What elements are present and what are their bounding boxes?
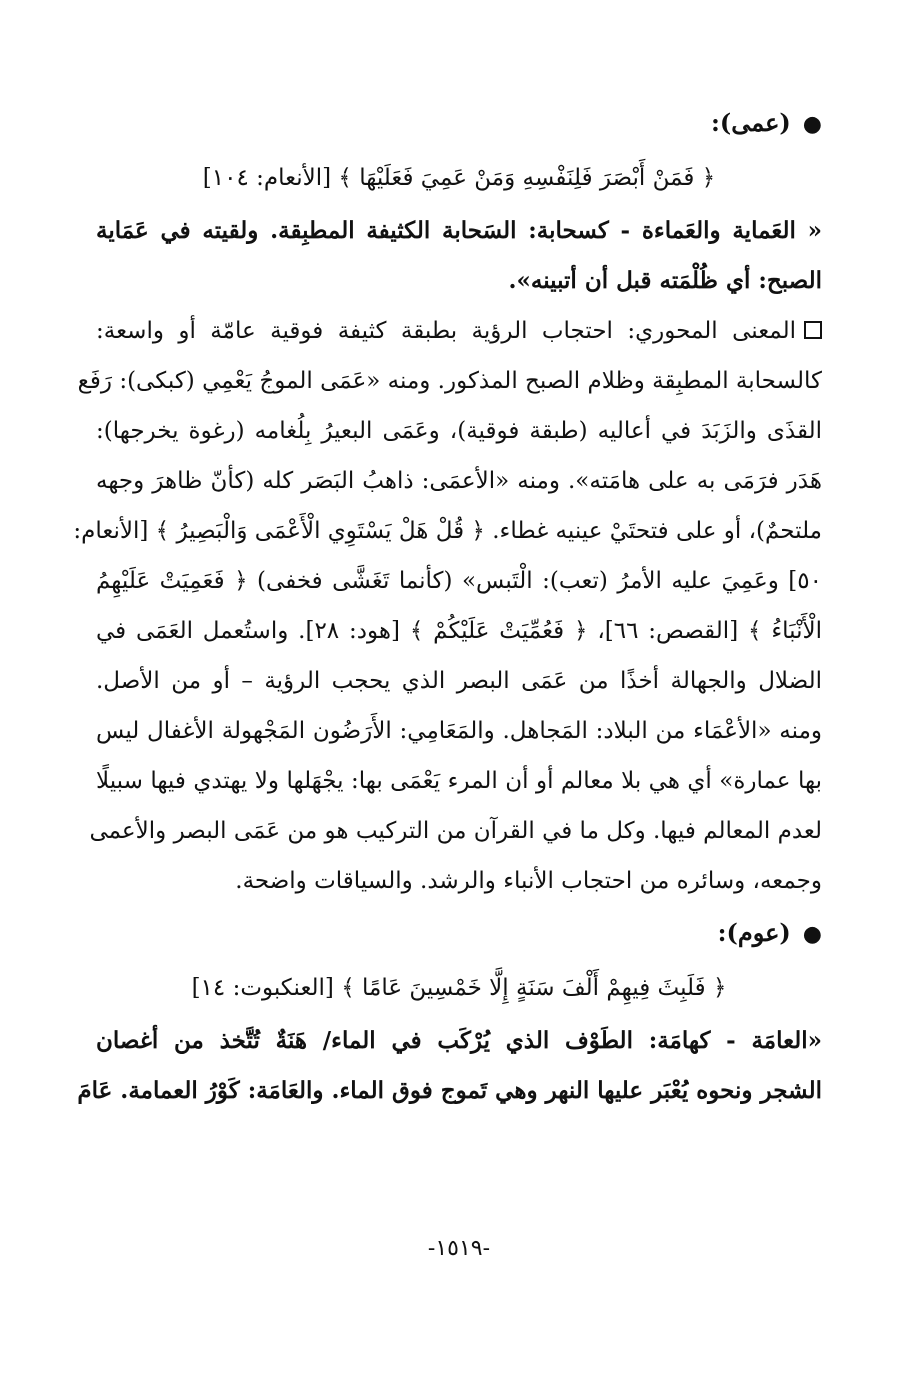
entry-heading-amy — [96, 96, 822, 150]
body-line: كالسحابة المطبِقة وظلام الصبح المذكور. ومنه «عَمَى الموجُ يَعْمِي (كبكى): رَفَع — [77, 368, 822, 394]
entry-heading-text: (عوم): — [717, 918, 791, 947]
entry-heading-awm — [96, 906, 822, 960]
body-line: ٥٠] وعَمِيَ عليه الأمرُ (تعب): الْتَبس» (كأنما تَغَشَّى فخفى) ﴿ فَعَمِيَتْ عَلَيْهِمُ — [96, 568, 822, 594]
definition-line: الشجر ونحوه يُعْبَر عليها النهر وهي تَموج فوق الماء. والعَامَة: كَوْرُ العمامة. عَامَ — [77, 1077, 822, 1104]
body-line: ومنه «الأعْمَاء من البلاد: المَجاهل. والمَعَامِي: الأَرَضُون المَجْهولة الأغفال ليس — [96, 718, 822, 744]
definition-line: الصبح: أي ظُلْمَته قبل أن أتبينه». — [508, 267, 822, 294]
body-line: بها عمارة» أي هي بلا معالم أو أن المرء يَعْمَى بها: يجْهَلها ولا يهتدي فيها سبيلًا — [96, 768, 822, 794]
page-number: -١٥١٩- — [427, 1236, 491, 1261]
body-line: لعدم المعالم فيها. وكل ما في القرآن من التركيب هو من عَمَى البصر والأعمى — [89, 818, 822, 844]
bullet-icon: ● — [802, 111, 822, 137]
body-line: وجمعه، وسائره من احتجاب الأنباء والرشد. والسياقات واضحة. — [235, 868, 822, 894]
body-line: الْأَنْبَاءُ ﴾ [القصص: ٦٦]، ﴿ فَعُمِّيَتْ عَلَيْكُمْ ﴾ [هود: ٢٨]. واستُعمل العَمَى في — [96, 618, 822, 644]
body-line: هَدَر فرَمَى به على هامَته». ومنه «الأعمَى: ذاهبُ البَصَر كله (كأنّ ظاهرَ وجهه — [96, 468, 822, 494]
bullet-icon: ● — [802, 921, 822, 947]
core-meaning-text: المعنى المحوري: احتجاب الرؤية بطبقة كثيفة فوقية عامّة أو واسعة: — [96, 318, 796, 344]
body-line: القذَى والزَبَدَ في أعاليه (طبقة فوقية)، وعَمَى البعيرُ بِلُغامه (رغوة يخرجها): — [96, 418, 822, 444]
definition-line: « العَماية والعَماءة - كسحابة: السَحابة الكثيفة المطبِقة. ولقيته في عَمَاية — [96, 217, 822, 244]
entry-heading-text: (عمى): — [711, 108, 791, 137]
body-line — [96, 306, 822, 356]
quran-verse: ﴿ فَلَبِثَ فِيهِمْ أَلْفَ سَنَةٍ إِلَّا خَمْسِينَ عَامًا ﴾ [العنكبوت: ١٤] — [191, 975, 727, 1001]
quran-verse: ﴿ فَمَنْ أَبْصَرَ فَلِنَفْسِهِ وَمَنْ عَمِيَ فَعَلَيْهَا ﴾ [الأنعام: ١٠٤] — [202, 165, 716, 191]
definition-line: «العامَة - كهامَة: الطَوْف الذي يُرْكَب في الماء/ هَنَةٌ تُتَّخذ من أغصان — [96, 1027, 822, 1054]
body-line: ملتحمٌ)، أو على فتحتَيْ عينيه غطاء. ﴿ قُلْ هَلْ يَسْتَوِي الْأَعْمَى وَالْبَصِيرُ ﴾ [الأنعام: — [73, 518, 822, 544]
body-line: الضلال والجهالة أخذًا من عَمَى البصر الذي يحجب الرؤية – أو من الأصل. — [96, 668, 822, 694]
square-box-icon — [804, 321, 822, 339]
